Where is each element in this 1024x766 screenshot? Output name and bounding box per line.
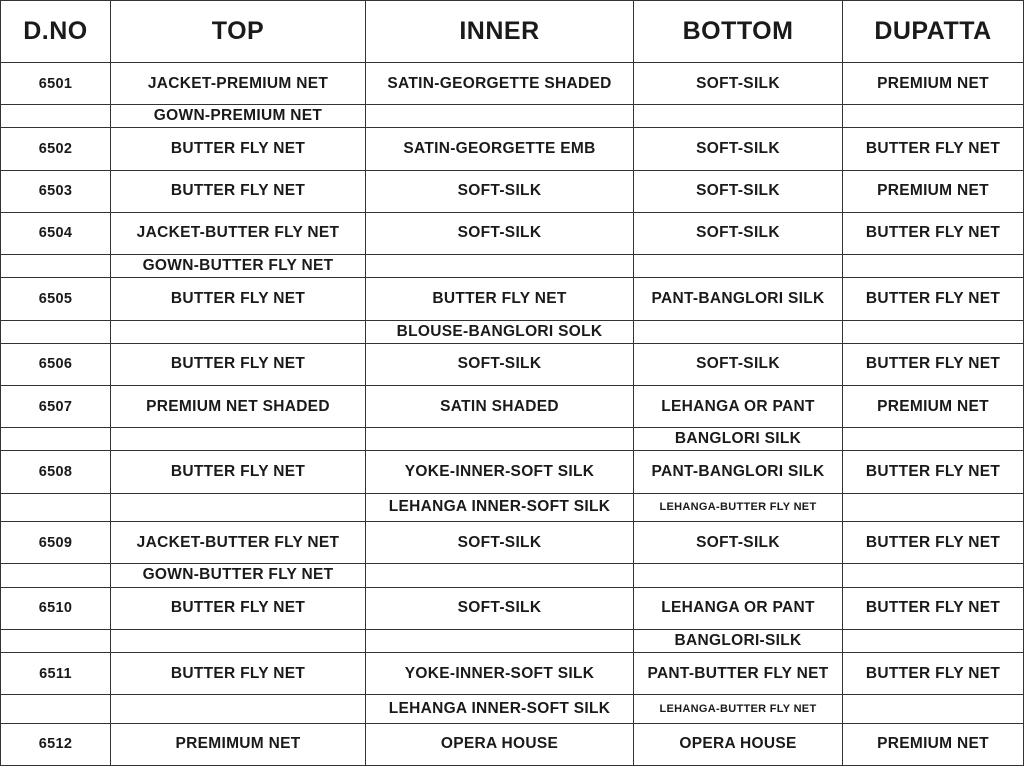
top-cell: JACKET-PREMIUM NET <box>111 63 366 105</box>
dupatta-cell: BUTTER FLY NET <box>843 212 1024 254</box>
table-body <box>1 63 1024 766</box>
dupatta-cell: BUTTER FLY NET <box>843 278 1024 320</box>
dupatta-cell <box>843 695 1024 724</box>
table-row <box>1 255 1024 278</box>
dno-cell: 6510 <box>1 587 111 629</box>
bottom-cell <box>634 564 843 587</box>
dno-cell <box>1 695 111 724</box>
dupatta-cell <box>843 255 1024 278</box>
bottom-cell <box>634 105 843 128</box>
table-row <box>1 653 1024 695</box>
dno-cell <box>1 255 111 278</box>
inner-cell <box>366 629 634 652</box>
top-cell <box>111 428 366 451</box>
inner-cell: BUTTER FLY NET <box>366 278 634 320</box>
dno-cell: 6507 <box>1 385 111 427</box>
dno-cell: 6506 <box>1 343 111 385</box>
dupatta-cell: PREMIUM NET <box>843 385 1024 427</box>
top-cell: JACKET-BUTTER FLY NET <box>111 522 366 564</box>
dno-cell: 6508 <box>1 451 111 493</box>
dupatta-cell: PREMIUM NET <box>843 63 1024 105</box>
table-row <box>1 564 1024 587</box>
bottom-cell: BANGLORI SILK <box>634 428 843 451</box>
dno-cell <box>1 428 111 451</box>
top-cell: PREMIMUM NET <box>111 723 366 765</box>
bottom-cell: PANT-BANGLORI SILK <box>634 451 843 493</box>
table-row <box>1 451 1024 493</box>
table-row <box>1 212 1024 254</box>
top-cell: BUTTER FLY NET <box>111 587 366 629</box>
dupatta-cell <box>843 320 1024 343</box>
dno-cell: 6504 <box>1 212 111 254</box>
inner-cell: LEHANGA INNER-SOFT SILK <box>366 695 634 724</box>
table-row <box>1 428 1024 451</box>
bottom-cell: BANGLORI-SILK <box>634 629 843 652</box>
inner-cell: SOFT-SILK <box>366 522 634 564</box>
bottom-cell <box>634 320 843 343</box>
top-cell: BUTTER FLY NET <box>111 170 366 212</box>
header-inner: INNER <box>366 1 634 63</box>
header-dupatta: DUPATTA <box>843 1 1024 63</box>
dupatta-cell: BUTTER FLY NET <box>843 522 1024 564</box>
bottom-cell: SOFT-SILK <box>634 522 843 564</box>
inner-cell: OPERA HOUSE <box>366 723 634 765</box>
bottom-cell: OPERA HOUSE <box>634 723 843 765</box>
table-row <box>1 385 1024 427</box>
bottom-cell: PANT-BUTTER FLY NET <box>634 653 843 695</box>
top-cell: GOWN-BUTTER FLY NET <box>111 255 366 278</box>
dupatta-cell <box>843 564 1024 587</box>
inner-cell: SATIN-GEORGETTE SHADED <box>366 63 634 105</box>
bottom-cell: PANT-BANGLORI SILK <box>634 278 843 320</box>
top-cell: BUTTER FLY NET <box>111 343 366 385</box>
top-cell: BUTTER FLY NET <box>111 128 366 170</box>
inner-cell: SATIN SHADED <box>366 385 634 427</box>
dno-cell <box>1 493 111 522</box>
dno-cell: 6501 <box>1 63 111 105</box>
top-cell <box>111 695 366 724</box>
dupatta-cell: BUTTER FLY NET <box>843 451 1024 493</box>
header-top: TOP <box>111 1 366 63</box>
top-cell <box>111 320 366 343</box>
dno-cell: 6503 <box>1 170 111 212</box>
bottom-cell: LEHANGA OR PANT <box>634 385 843 427</box>
top-cell: BUTTER FLY NET <box>111 653 366 695</box>
dupatta-cell: BUTTER FLY NET <box>843 343 1024 385</box>
dupatta-cell: BUTTER FLY NET <box>843 587 1024 629</box>
dno-cell: 6511 <box>1 653 111 695</box>
bottom-cell: LEHANGA-BUTTER FLY NET <box>634 493 843 522</box>
dno-cell <box>1 320 111 343</box>
inner-cell: BLOUSE-BANGLORI SOLK <box>366 320 634 343</box>
bottom-cell: SOFT-SILK <box>634 212 843 254</box>
bottom-cell: SOFT-SILK <box>634 343 843 385</box>
header-row <box>1 1 1024 63</box>
bottom-cell <box>634 255 843 278</box>
top-cell: PREMIUM NET SHADED <box>111 385 366 427</box>
header-dno: D.NO <box>1 1 111 63</box>
bottom-cell: LEHANGA OR PANT <box>634 587 843 629</box>
dupatta-cell <box>843 105 1024 128</box>
dupatta-cell <box>843 493 1024 522</box>
table-row <box>1 170 1024 212</box>
table-row <box>1 695 1024 724</box>
bottom-cell: SOFT-SILK <box>634 170 843 212</box>
dno-cell: 6505 <box>1 278 111 320</box>
top-cell: JACKET-BUTTER FLY NET <box>111 212 366 254</box>
dno-cell: 6512 <box>1 723 111 765</box>
top-cell: BUTTER FLY NET <box>111 278 366 320</box>
bottom-cell: SOFT-SILK <box>634 128 843 170</box>
table-row <box>1 278 1024 320</box>
dupatta-cell <box>843 428 1024 451</box>
table-row <box>1 320 1024 343</box>
table-row <box>1 63 1024 105</box>
table-row <box>1 343 1024 385</box>
inner-cell <box>366 428 634 451</box>
table-row <box>1 723 1024 765</box>
inner-cell: YOKE-INNER-SOFT SILK <box>366 653 634 695</box>
table-row <box>1 128 1024 170</box>
inner-cell <box>366 255 634 278</box>
table-row <box>1 105 1024 128</box>
top-cell <box>111 493 366 522</box>
inner-cell: SOFT-SILK <box>366 343 634 385</box>
header-bottom: BOTTOM <box>634 1 843 63</box>
table-header <box>1 1 1024 63</box>
bottom-cell: LEHANGA-BUTTER FLY NET <box>634 695 843 724</box>
inner-cell: SATIN-GEORGETTE EMB <box>366 128 634 170</box>
dno-cell <box>1 564 111 587</box>
bottom-cell: SOFT-SILK <box>634 63 843 105</box>
dno-cell <box>1 105 111 128</box>
dupatta-cell <box>843 629 1024 652</box>
table-row <box>1 493 1024 522</box>
inner-cell: YOKE-INNER-SOFT SILK <box>366 451 634 493</box>
table-row <box>1 587 1024 629</box>
top-cell <box>111 629 366 652</box>
inner-cell <box>366 564 634 587</box>
dupatta-cell: PREMIUM NET <box>843 723 1024 765</box>
inner-cell: LEHANGA INNER-SOFT SILK <box>366 493 634 522</box>
dupatta-cell: BUTTER FLY NET <box>843 128 1024 170</box>
top-cell: GOWN-BUTTER FLY NET <box>111 564 366 587</box>
dno-cell: 6502 <box>1 128 111 170</box>
dno-cell: 6509 <box>1 522 111 564</box>
inner-cell: SOFT-SILK <box>366 170 634 212</box>
table-row <box>1 629 1024 652</box>
inner-cell <box>366 105 634 128</box>
dupatta-cell: BUTTER FLY NET <box>843 653 1024 695</box>
top-cell: BUTTER FLY NET <box>111 451 366 493</box>
dupatta-cell: PREMIUM NET <box>843 170 1024 212</box>
inner-cell: SOFT-SILK <box>366 212 634 254</box>
dno-cell <box>1 629 111 652</box>
table-row <box>1 522 1024 564</box>
inner-cell: SOFT-SILK <box>366 587 634 629</box>
top-cell: GOWN-PREMIUM NET <box>111 105 366 128</box>
